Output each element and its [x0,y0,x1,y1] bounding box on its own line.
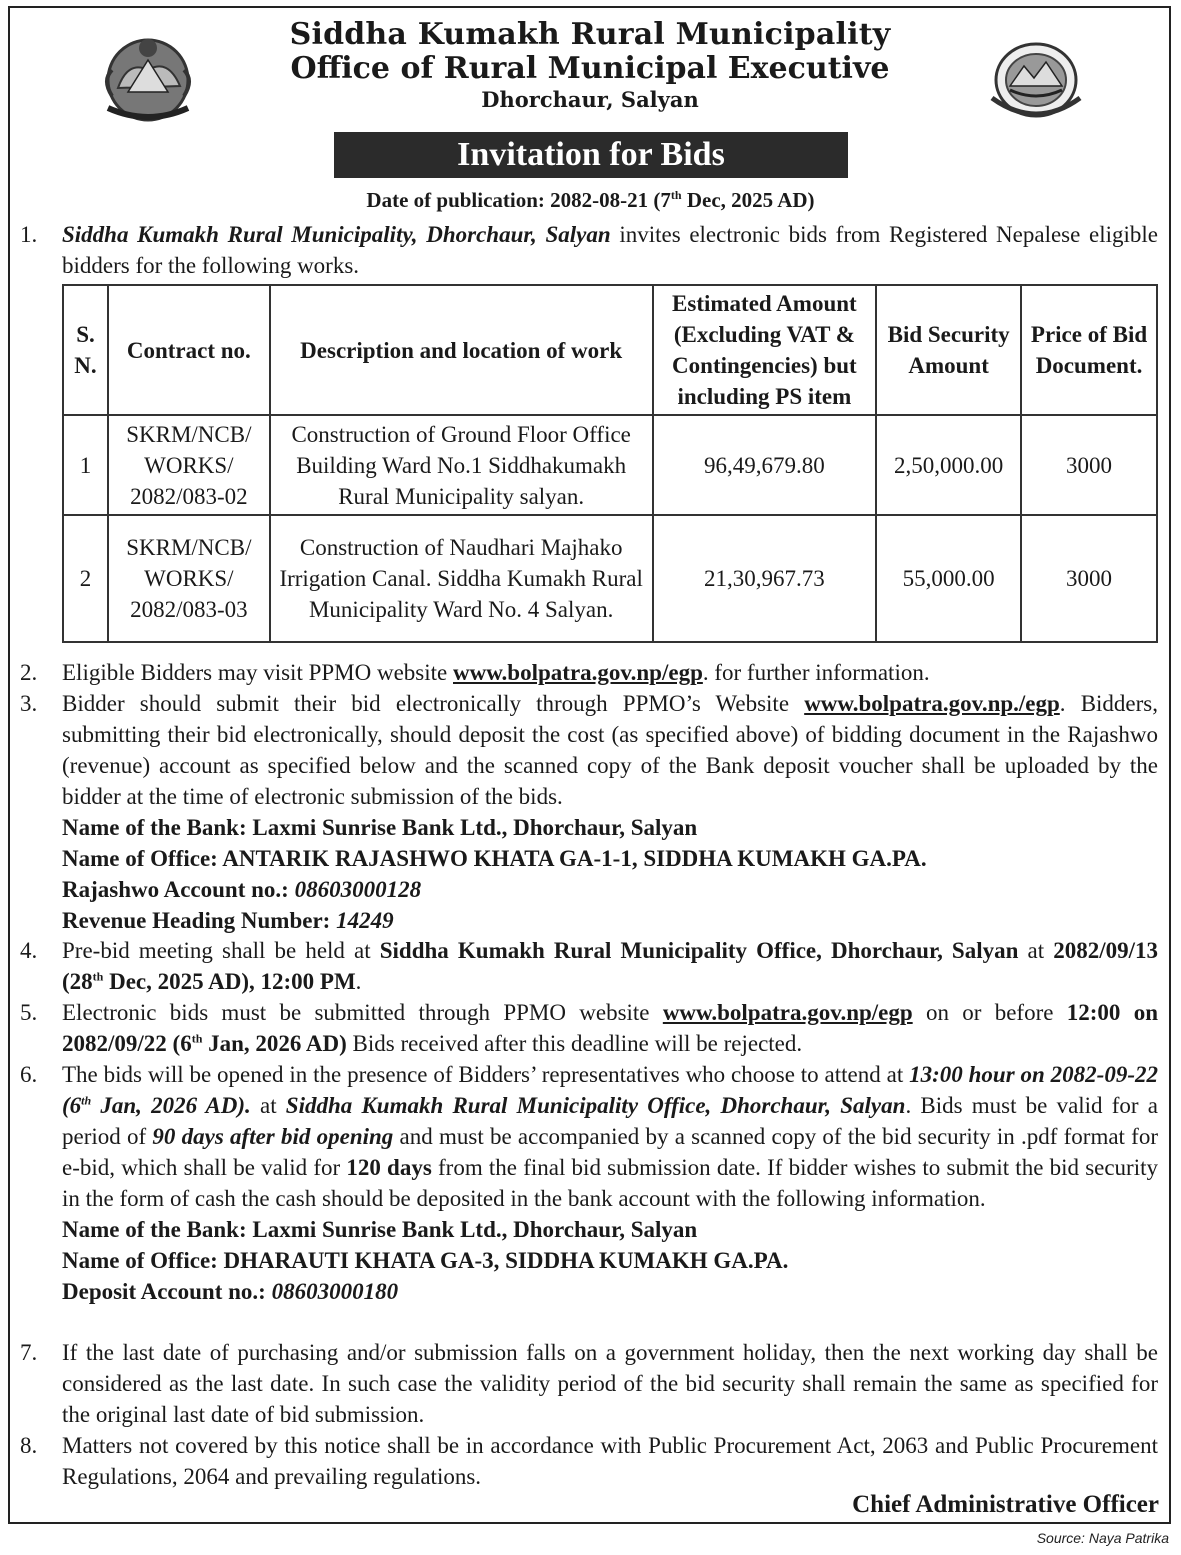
cell-price: 3000 [1021,415,1157,515]
municipality-name: Siddha Kumakh Rural Municipality [289,17,891,52]
table-row [63,515,1157,642]
table-header-row [63,285,1157,415]
cell-sn: 2 [63,515,108,642]
cell-price: 3000 [1021,515,1157,642]
office-account-name: Name of Office: DHARAUTI KHATA GA-3, SIDDHA KUMAKH GA.PA. [62,1248,789,1273]
clause-2: 2. Eligible Bidders may visit PPMO website www.bolpatra.gov.np/egp. for further information. [20,660,930,685]
cell-amount: 96,49,679.80 [653,415,877,515]
office-account-name: Name of Office: ANTARIK RAJASHWO KHATA GA-1-1, SIDDHA KUMAKH GA.PA. [62,846,927,871]
cell-description: Construction of Ground Floor Office Building Ward No.1 Siddhakumakh Rural Municipality salyan. [270,415,653,515]
clause-6: 6. The bids will be opened in the presence of Bidders’ representatives who choose to attend at 13:00 hour on 2082-09-22 (6th Jan, 2026 AD). at Siddha Kumakh Rural Municipality Office, Dhorchaur, Salyan. Bids must be valid for a period of 90 days after bid opening and must be accompanied by a scanned copy of the bid security in .pdf format for e-bid, which shall be valid for 120 days from the final bid submission date. If bidder wishes to submit the bid security in the form of cash the cash should be deposited in the bank account with the following information. Name of the Bank: Laxmi Sunrise Bank Ltd., Dhorchaur, Salyan Name of Office: DHARAUTI KHATA GA-3, SIDDHA KUMAKH GA.PA. Deposit Account no.: 08603000180 [20,1062,1159,1304]
cell-security: 2,50,000.00 [876,415,1021,515]
header-sn: S. N. [63,285,108,415]
header-description: Description and location of work [270,285,653,415]
notice-header [0,8,1181,123]
notice-title: Invitation for Bids [334,132,848,178]
ppmo-link[interactable]: www.bolpatra.gov.np/egp [453,660,703,685]
bank-name: Name of the Bank: Laxmi Sunrise Bank Ltd., Dhorchaur, Salyan [62,815,698,840]
table-row [63,415,1157,515]
cell-sn: 1 [63,415,108,515]
cell-contract: SKRM/NCB/ WORKS/ 2082/083-03 [108,515,270,642]
header-price: Price of Bid Document. [1021,285,1157,415]
cell-amount: 21,30,967.73 [653,515,877,642]
clause-8: 8. Matters not covered by this notice shall be in accordance with Public Procurement Act, 2063 and Public Procurement Regulations, 2064 and prevailing regulations. [20,1433,1158,1489]
municipality-logo-icon [988,40,1084,120]
clause-4: 4. Pre-bid meeting shall be held at Siddha Kumakh Rural Municipality Office, Dhorchaur, Salyan at 2082/09/13 (28th Dec, 2025 AD), 12:00 PM. [20,938,1158,994]
cell-security: 55,000.00 [876,515,1021,642]
clause-5: 5. Electronic bids must be submitted through PPMO website www.bolpatra.gov.np/egp on or before 12:00 on 2082/09/22 (6th Jan, 2026 AD) Bids received after this deadline will be rejected. [20,1000,1158,1056]
cell-contract: SKRM/NCB/ WORKS/ 2082/083-02 [108,415,270,515]
bank-name: Name of the Bank: Laxmi Sunrise Bank Ltd., Dhorchaur, Salyan [62,1217,698,1242]
header-amount: Estimated Amount (Excluding VAT & Contingencies) but including PS item [653,285,877,415]
cell-description: Construction of Naudhari Majhako Irrigation Canal. Siddha Kumakh Rural Municipality Ward No. 4 Salyan. [270,515,653,642]
clause-7: 7. If the last date of purchasing and/or submission falls on a government holiday, then the next working day shall be considered as the last date. In such case the validity period of the bid security shall remain the same as specified for the original last date of bid submission. [20,1340,1158,1427]
source-credit: Source: Naya Patrika [1036,1530,1169,1546]
header-contract: Contract no. [108,285,270,415]
ppmo-link[interactable]: www.bolpatra.gov.np./egp [804,691,1060,716]
nepal-emblem-icon [98,30,198,126]
publication-date: Date of publication: 2082-08-21 (7th Dec, 2025 AD) [366,188,815,212]
signatory-title: Chief Administrative Officer [852,1491,1159,1518]
clause-1: 1. Siddha Kumakh Rural Municipality, Dhorchaur, Salyan invites electronic bids from Registered Nepalese eligible bidders for the following works. [20,222,1158,278]
header-security: Bid Security Amount [876,285,1021,415]
clause-3: 3. Bidder should submit their bid electronically through PPMO’s Website www.bolpatra.gov.np./egp. Bidders, submitting their bid electronically, should deposit the cost (as specified above) of bidding document in the Rajashwo (revenue) account as specified below and the scanned copy of the Bank deposit voucher shall be uploaded by the bidder at the time of electronic submission of the bids. Name of the Bank: Laxmi Sunrise Bank Ltd., Dhorchaur, Salyan Name of Office: ANTARIK RAJASHWO KHATA GA-1-1, SIDDHA KUMAKH GA.PA. Rajashwo Account no.: 08603000128 Revenue Heading Number: 14249 [20,691,1158,933]
ppmo-link[interactable]: www.bolpatra.gov.np/egp [662,1000,913,1025]
office-name: Office of Rural Municipal Executive [290,51,890,86]
works-table [62,284,1158,643]
office-location: Dhorchaur, Salyan [481,87,699,112]
